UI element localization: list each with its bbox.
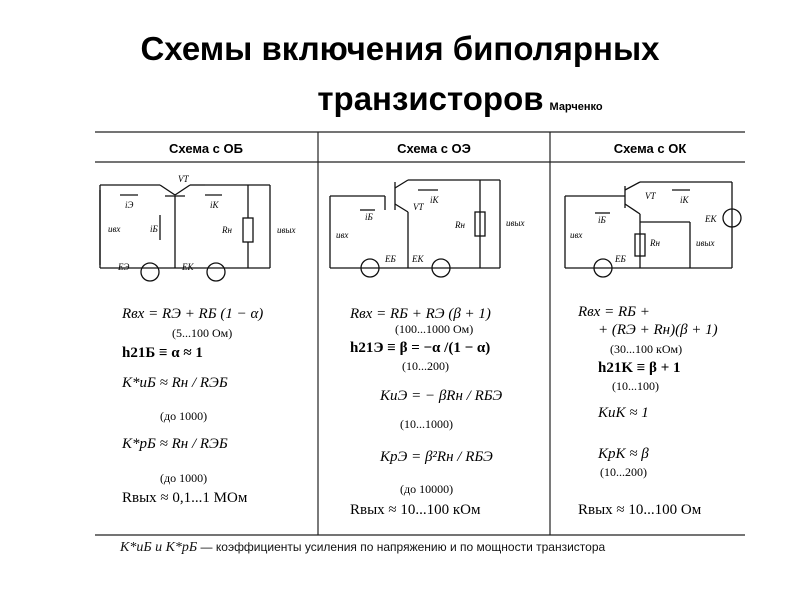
ok-label-ib: iБ xyxy=(598,215,606,225)
footnote xyxy=(120,540,760,556)
ob-kp: K*pБ ≈ Rн / RЭБ xyxy=(122,436,228,452)
oe-rout: Rвых ≈ 10...100 кОм xyxy=(350,502,481,518)
ok-h21-range: (10...100) xyxy=(612,379,659,393)
ok-label-rn: Rн xyxy=(650,238,660,248)
ob-label-rn: Rн xyxy=(222,225,232,235)
oe-rin: Rвх = RБ + RЭ (β + 1) xyxy=(350,306,491,322)
ok-label-ek: EК xyxy=(705,214,717,224)
oe-label-ik: iК xyxy=(430,195,439,205)
ok-label-eb: EБ xyxy=(615,254,626,264)
oe-kp: KpЭ = β²Rн / RБЭ xyxy=(380,449,493,465)
ok-h21: h21K ≡ β + 1 xyxy=(598,360,681,376)
ob-rin: Rвх = RЭ + RБ (1 − α) xyxy=(122,306,264,322)
ok-label-vt: VT xyxy=(645,191,656,201)
ob-label-ek: EК xyxy=(182,262,194,272)
circuit-ok-labels xyxy=(570,191,717,264)
ob-label-uin: uвх xyxy=(108,224,121,234)
oe-kp-range: (до 10000) xyxy=(400,482,454,496)
oe-h21-range: (10...200) xyxy=(402,359,449,373)
page-title: Схемы включения биполярных xyxy=(140,30,660,67)
circuit-oe-labels xyxy=(336,195,525,264)
oe-ku: KuЭ = − βRн / RБЭ xyxy=(380,388,503,404)
ob-label-ib: iБ xyxy=(150,224,158,234)
author-name: Марченко xyxy=(549,101,603,113)
ob-ku: K*uБ ≈ Rн / RЭБ xyxy=(122,375,228,391)
formulas-oe xyxy=(349,306,502,518)
footnote-text: — коэффициенты усиления по напряжению и по мощности транзистора xyxy=(200,540,606,554)
ob-label-ik: iК xyxy=(210,200,219,210)
ok-rin: Rвх = RБ + xyxy=(578,304,650,320)
ob-ku-range: (до 1000) xyxy=(160,409,208,423)
oe-rin-range: (100...1000 Ом) xyxy=(395,322,474,336)
ok-label-uout: uвых xyxy=(696,238,715,248)
ok-label-uin: uвх xyxy=(570,230,583,240)
ok-rout: Rвых ≈ 10...100 Ом xyxy=(578,502,702,518)
title-line2-text: транзисторов xyxy=(317,80,544,117)
oe-label-ib: iБ xyxy=(365,212,373,222)
ob-label-ie: iЭ xyxy=(125,200,134,210)
header-ob: Схема с ОБ xyxy=(169,141,243,156)
oe-label-vt: VT xyxy=(413,202,424,212)
ob-label-ee: EЭ xyxy=(118,262,130,272)
ob-rin-range: (5...100 Ом) xyxy=(172,326,233,340)
transistor-circuits-table xyxy=(95,130,745,540)
formulas-ok xyxy=(577,304,718,518)
ok-kp: KpK ≈ β xyxy=(598,446,649,462)
ob-label-vt: VT xyxy=(178,174,189,184)
header-oe: Схема с ОЭ xyxy=(397,141,471,156)
ob-rout: Rвых ≈ 0,1...1 МОм xyxy=(122,490,248,506)
ok-rin-range: (30...100 кОм) xyxy=(610,342,683,356)
page-title-line2 xyxy=(60,80,800,126)
ob-kp-range: (до 1000) xyxy=(160,471,208,485)
ob-label-uout: uвых xyxy=(277,225,296,235)
circuit-ob-labels xyxy=(108,174,296,272)
oe-ku-range: (10...1000) xyxy=(400,417,453,431)
formulas-ob xyxy=(121,306,263,506)
oe-label-uout: uвых xyxy=(506,218,525,228)
header-ok: Схема с ОК xyxy=(613,141,687,156)
footnote-symbols: K*uБ и K*pБ xyxy=(120,540,198,555)
ok-ku: KuK ≈ 1 xyxy=(598,405,649,421)
ok-rin2: + (RЭ + Rн)(β + 1) xyxy=(598,322,718,338)
ob-h21: h21Б ≡ α ≈ 1 xyxy=(122,345,203,361)
oe-label-rn: Rн xyxy=(455,220,465,230)
ok-label-ik: iК xyxy=(680,195,689,205)
oe-label-uin: uвх xyxy=(336,230,349,240)
oe-label-eb: EБ xyxy=(385,254,396,264)
oe-h21: h21Э ≡ β = −α /(1 − α) xyxy=(350,340,491,356)
oe-label-ek: EК xyxy=(412,254,424,264)
ok-kp-range: (10...200) xyxy=(600,465,647,479)
